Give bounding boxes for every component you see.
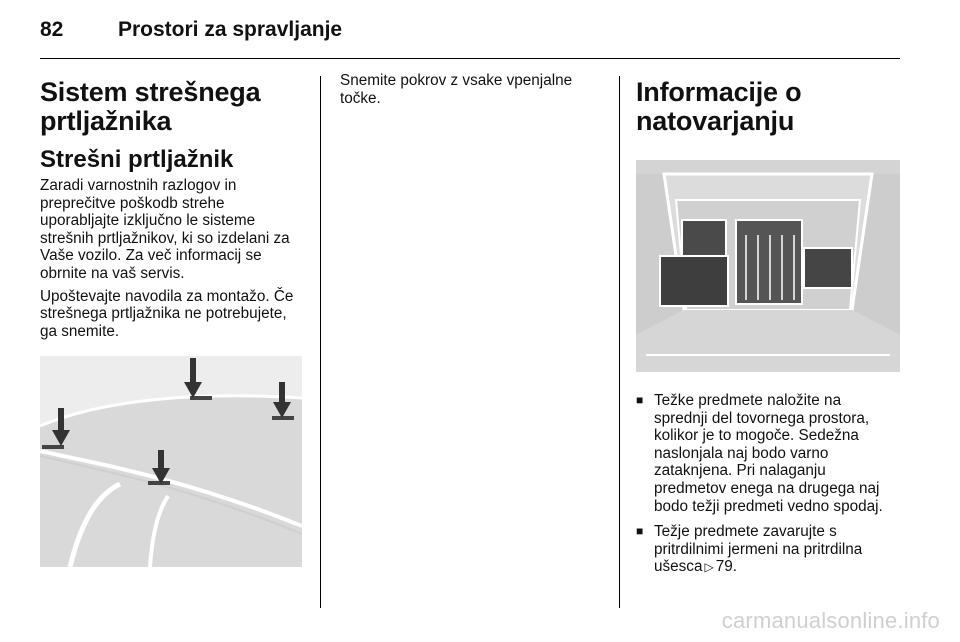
paragraph-remove-cover: Snemite pokrov z vsake vpenjalne točke. (340, 72, 573, 107)
heading-loading-information: Informacije o natovarjanju (636, 77, 802, 136)
triangle-reference-icon: ▷ (704, 560, 714, 575)
loading-tips-list (636, 392, 901, 577)
list-item: ■ Težke predmete naložite na sprednji del tovornega prostora, kolikor je to mogoče. Sedežna naslonjala naj bodo varno zataknjena. Pri nalaganju predmetov enega na drugega naj bodo težji predmeti vedno spodaj. (636, 392, 883, 515)
watermark: carmanualsonline.info (721, 608, 940, 633)
page-number: 82 (40, 18, 64, 41)
column-3 (636, 72, 901, 585)
section-title: Prostori za spravljanje (118, 18, 343, 41)
header-rule (40, 58, 900, 59)
heading-roof-rack-system: Sistem strešnega prtljažnika (40, 77, 261, 136)
column-divider-1 (320, 76, 321, 608)
paragraph-mounting: Upoštevajte navodila za montažo. Če strešnega prtljažnika ne potrebujete, ga snemite. (40, 287, 294, 340)
paragraph-safety: Zaradi varnostnih razlogov in preprečitve poškodb strehe uporabljajte izključno le sisteme strešnih prtljažnikov, ki so izdelani za Vaše vozilo. Za več informacij se obrnite na vaš servis. (40, 177, 290, 282)
heading-roof-rack: Strešni prtljažnik (40, 146, 234, 173)
roof-mount-figure (40, 356, 302, 567)
cargo-loading-figure (636, 160, 900, 372)
square-bullet-icon: ■ (636, 393, 644, 407)
column-2 (340, 72, 610, 112)
column-1 (40, 72, 305, 567)
column-divider-2 (619, 76, 620, 608)
square-bullet-icon: ■ (636, 524, 644, 539)
list-item: ■ Težje predmete zavarujte s pritrdilnimi jermeni na pritrdilna ušesca ▷ 79. (636, 523, 863, 576)
page-reference-link[interactable]: 79. (715, 558, 737, 576)
page-header (40, 18, 920, 58)
